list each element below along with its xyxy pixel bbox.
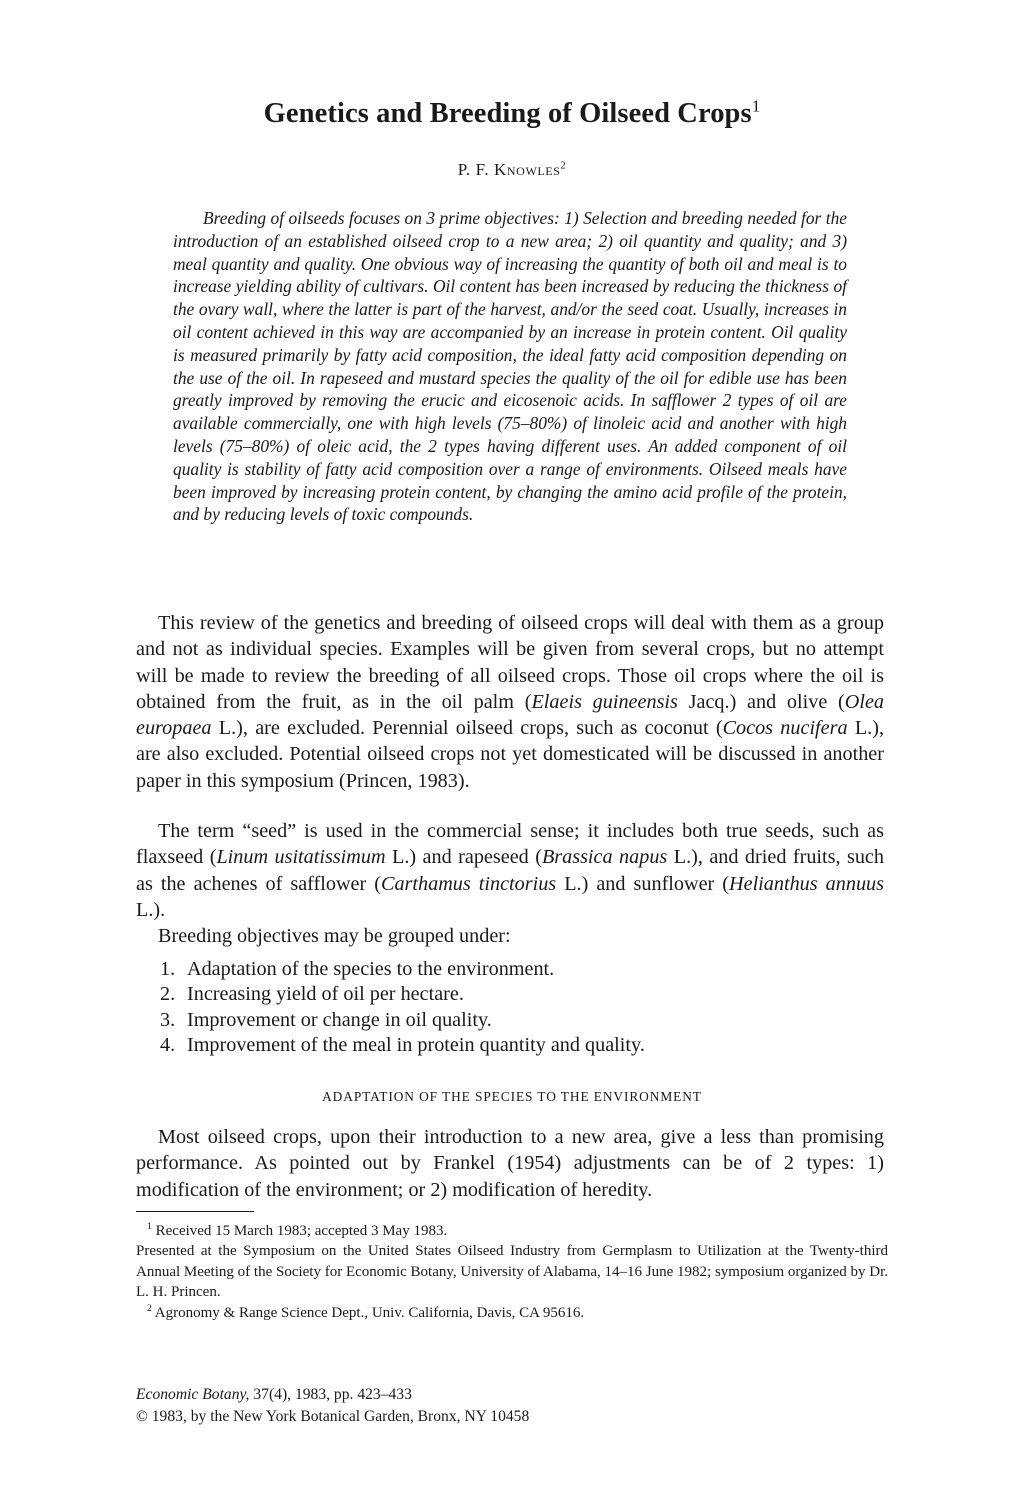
author-footnote-mark: 2 [560, 160, 567, 172]
text-run: L.) and sunflower ( [556, 872, 730, 895]
author-line [0, 160, 1024, 180]
species-name: Helianthus annuus [729, 872, 884, 895]
footnote-1-mark: 1 [147, 1221, 152, 1232]
text-run: L.), and dried fruits, such as the achenes of safflower ( [136, 846, 884, 895]
list-number: 1. [160, 958, 176, 980]
text-run: The term “seed” is used in the commercial sense; it includes both true seeds, such as flaxseed ( [136, 820, 884, 869]
footnote-2-text: Agronomy & Range Science Dept., Univ. California, Davis, CA 95616. [151, 1304, 585, 1321]
adaptation-paragraph-text: Most oilseed crops, upon their introduction to a new area, give a less than promising performance. As pointed out by Frankel (1954) adjustments can be of 2 types: 1) modification of the environment; or 2) modification of heredity. [136, 1126, 884, 1201]
list-item-text: Improvement or change in oil quality. [187, 1008, 492, 1031]
footnote-1 [136, 1221, 888, 1241]
journal-citation [136, 1384, 736, 1427]
species-name: Carthamus tinctorius [380, 872, 557, 895]
intro-paragraph-text [136, 610, 884, 794]
footnote-divider [136, 1211, 254, 1212]
list-item-text: Improvement of the meal in protein quantity and quality. [187, 1034, 645, 1057]
list-item [160, 957, 860, 982]
text-run: L.), are excluded. Perennial oilseed crops, such as coconut ( [211, 717, 723, 740]
intro-paragraph [136, 610, 884, 794]
footnote-1-text: Received 15 March 1983; accepted 3 May 1983. [151, 1223, 448, 1239]
journal-name: Economic Botany, [136, 1386, 250, 1403]
species-name: Linum usitatissimum [216, 846, 386, 869]
text-run: L.). [136, 898, 166, 921]
text-run: This review of the genetics and breeding of oilseed crops will deal with them as a group and not as individual species. Examples will be given from several crops, but no attempt will be made to review the breeding of all oilseed crops. Those oil crops where the oil is obtained from the fruit, as in the oil palm ( [136, 612, 884, 713]
section-heading: ADAPTATION OF THE SPECIES TO THE ENVIRONMENT [322, 1089, 702, 1104]
journal-volume-pages: 37(4), 1983, pp. 423–433 [249, 1386, 412, 1403]
author-surname: Knowles [494, 160, 561, 179]
list-number: 2. [160, 983, 176, 1006]
species-name: Cocos nucifera [722, 717, 848, 740]
title-footnote-mark: 1 [751, 96, 761, 116]
footnote-2 [136, 1303, 888, 1323]
adaptation-paragraph [136, 1124, 884, 1203]
journal-reference [136, 1384, 736, 1406]
text-run: L.) and rapeseed ( [385, 846, 542, 869]
footnote-2-mark: 2 [147, 1302, 152, 1314]
objectives-list [160, 957, 860, 1059]
article-title [0, 98, 1024, 130]
copyright-line: © 1983, by the New York Botanical Garden, Bronx, NY 10458 [136, 1407, 530, 1425]
text-run: Jacq.) and olive ( [677, 690, 845, 713]
footnote-presented: Presented at the Symposium on the United States Oilseed Industry from Germplasm to Utilization at the Twenty-third Annual Meeting of the Society for Economic Botany, University of Alabama, 14–16 June 1982; symposium organized by Dr. L. H. Princen. [136, 1243, 888, 1301]
species-name: Olea europaea [136, 690, 884, 740]
list-item [160, 1008, 860, 1033]
author-initials: P. F. [457, 160, 495, 179]
list-item [160, 1033, 860, 1058]
species-name: Elaeis guineensis [531, 690, 678, 713]
list-number: 4. [160, 1034, 176, 1057]
list-number: 3. [160, 1008, 176, 1031]
list-item-text: Adaptation of the species to the environment. [187, 958, 555, 980]
seed-definition-text [136, 818, 884, 923]
footnotes [136, 1221, 888, 1323]
objectives-intro: Breeding objectives may be grouped under: [158, 925, 511, 948]
abstract: Breeding of oilseeds focuses on 3 prime objectives: 1) Selection and breeding needed for the introduction of an established oilseed crop to a new area; 2) oil quantity and quality; and 3) meal quantity and quality. One obvious way of increasing the quantity of both oil and meal is to increase yielding ability of cultivars. Oil content has been increased by reducing the thickness of the ovary wall, where the latter is part of the harvest, and/or the seed coat. Usually, increases in oil content achieved in this way are accompanied by an increase in protein content. Oil quality is measured primarily by fatty acid composition, the ideal fatty acid composition depending on the use of the oil. In rapeseed and mustard species the quality of the oil for edible use has been greatly improved by removing the erucic and eicosenoic acids. In safflower 2 types of oil are available commercially, one with high levels (75–80%) of linoleic acid and another with high levels (75–80%) of oleic acid, the 2 types having different uses. An added component of oil quality is stability of fatty acid composition over a range of environments. Oilseed meals have been improved by increasing protein content, by changing the amino acid profile of the protein, and by reducing levels of toxic compounds. [173, 208, 847, 525]
list-item-text: Increasing yield of oil per hectare. [187, 983, 464, 1006]
species-name: Brassica napus [541, 846, 668, 869]
seed-definition-paragraph [136, 818, 884, 949]
article-title-text: Genetics and Breeding of Oilseed Crops [263, 98, 752, 129]
list-item [160, 982, 860, 1007]
text-run: L.), are also excluded. Potential oilseed crops not yet domesticated will be discussed in another paper in this symposium (Princen, 1983). [136, 717, 884, 792]
